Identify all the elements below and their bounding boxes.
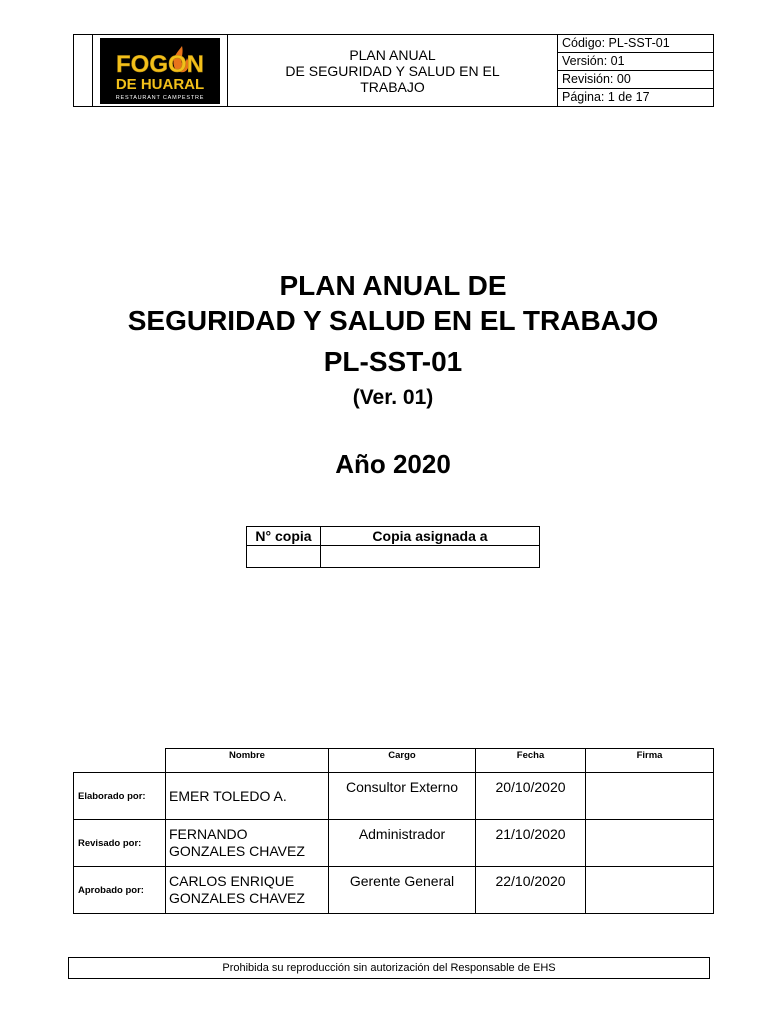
- header-meta: [558, 35, 714, 107]
- approvals-table: [73, 748, 714, 914]
- approval-name-line2: GONZALES CHAVEZ: [169, 843, 305, 859]
- approval-name: [166, 820, 329, 867]
- header-revision: Revisión: 00: [558, 71, 713, 89]
- document-year: Año 2020: [335, 449, 451, 479]
- header-title-line2: DE SEGURIDAD Y SALUD EN EL: [285, 62, 500, 79]
- approvals-header-cargo: Cargo: [329, 749, 476, 773]
- approval-name-line1: CARLOS ENRIQUE: [169, 873, 295, 889]
- reproduction-notice: Prohibida su reproducción sin autorización del Responsable de EHS: [68, 957, 710, 979]
- document-version: (Ver. 01): [352, 386, 434, 409]
- approval-name: [166, 773, 329, 820]
- approval-name-line2: GONZALES CHAVEZ: [169, 890, 305, 906]
- copy-assigned-header: Copia asignada a: [321, 527, 540, 546]
- approval-firma: [586, 820, 714, 867]
- header-title-line1: PLAN ANUAL: [349, 46, 436, 63]
- copy-table: [246, 526, 540, 568]
- header-codigo: Código: PL-SST-01: [558, 35, 713, 53]
- header-version: Versión: 01: [558, 53, 713, 71]
- approvals-header-fecha: Fecha: [476, 749, 586, 773]
- approval-firma: [586, 867, 714, 914]
- approvals-header-firma: Firma: [586, 749, 714, 773]
- approval-cargo: Consultor Externo: [329, 773, 476, 820]
- approval-name-line1: FERNANDO: [169, 826, 248, 842]
- logo-line1-text: FOGON: [116, 50, 204, 78]
- copy-number-header: N° copia: [247, 527, 321, 546]
- approval-firma: [586, 773, 714, 820]
- approval-fecha: 22/10/2020: [476, 867, 586, 914]
- table-row: [74, 867, 714, 914]
- approval-cargo: Administrador: [329, 820, 476, 867]
- approval-name-line1: EMER TOLEDO A.: [169, 787, 287, 804]
- approval-role: Revisado por:: [74, 820, 166, 867]
- logo-line3-text: RESTAURANT CAMPESTRE: [115, 94, 205, 101]
- table-row: [74, 820, 714, 867]
- company-logo: [100, 38, 220, 104]
- copy-assigned-cell: [321, 546, 540, 568]
- approvals-corner: [74, 749, 166, 773]
- header-left-margin: [74, 35, 93, 107]
- table-row: [74, 773, 714, 820]
- document-title-line1: PLAN ANUAL DE: [279, 270, 507, 301]
- approvals-header-nombre: Nombre: [166, 749, 329, 773]
- document-title-line2: SEGURIDAD Y SALUD EN EL TRABAJO: [127, 305, 659, 336]
- header-pagina: Página: 1 de 17: [562, 90, 650, 104]
- copy-number-cell: [247, 546, 321, 568]
- header-title: [228, 35, 558, 107]
- approval-role: Elaborado por:: [74, 773, 166, 820]
- approval-fecha: 21/10/2020: [476, 820, 586, 867]
- approval-role: Aprobado por:: [74, 867, 166, 914]
- header-title-line3: TRABAJO: [360, 78, 425, 95]
- header-logo-cell: [93, 35, 228, 107]
- document-header: [73, 34, 714, 107]
- approval-cargo: Gerente General: [329, 867, 476, 914]
- logo-line2-text: DE HUARAL: [115, 75, 205, 93]
- approval-name: [166, 867, 329, 914]
- document-code: PL-SST-01: [323, 346, 463, 377]
- approval-fecha: 20/10/2020: [476, 773, 586, 820]
